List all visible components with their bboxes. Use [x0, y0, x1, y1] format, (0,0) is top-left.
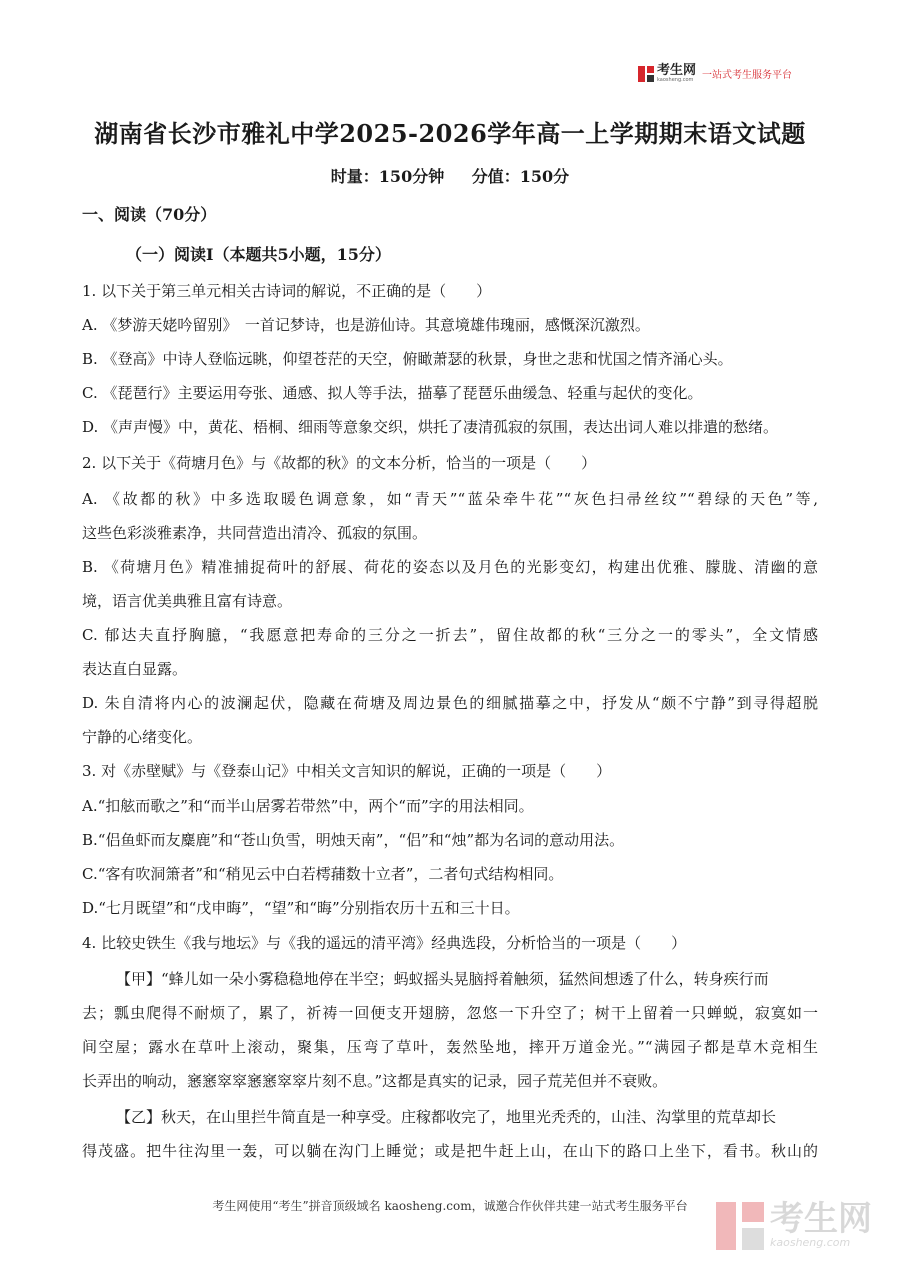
passage-yi-line1: 【乙】秋天，在山里拦牛简直是一种享受。庄稼都收完了，地里光秃秃的，山洼、沟掌里的荒草却长: [116, 1108, 777, 1126]
option-3b: B.“侣鱼虾而友麋鹿”和“苍山负雪，明烛天南”，“侣”和“烛”都为名词的意动用法。: [82, 831, 625, 849]
page-footer: 考生网使用“考生”拼音顶级域名 kaosheng.com，诚邀合作伙伴共建一站式考生服务平台: [212, 1199, 688, 1213]
option-2b-line1: B. 《荷塘月色》精准捕捉荷叶的舒展、荷花的姿态以及月色的光影变幻，构建出优雅、朦胧、清幽的意: [82, 558, 818, 576]
option-2d-line2: 宁静的心绪变化。: [82, 728, 203, 746]
option-1c: C. 《琵琶行》主要运用夸张、通感、拟人等手法，描摹了琵琶乐曲缓急、轻重与起伏的变化。: [82, 384, 703, 402]
option-2a-line1: A. 《故都的秋》中多选取暖色调意象，如“青天”“蓝朵牵牛花”“灰色扫帚丝纹”“碧绿的天色”等,: [82, 490, 818, 508]
option-3a: A.“扣舷而歌之”和“而半山居雾若带然”中，两个“而”字的用法相同。: [82, 797, 534, 815]
option-1a: A. 《梦游天姥吟留别》 一首记梦诗，也是游仙诗。其意境雄伟瑰丽，感慨深沉激烈。: [82, 316, 650, 334]
logo-icon: [638, 66, 654, 82]
option-2b-line2: 境，语言优美典雅且富有诗意。: [82, 592, 293, 610]
question-4: 4. 比较史铁生《我与地坛》与《我的遥远的清平湾》经典选段，分析恰当的一项是（ ）: [82, 934, 687, 952]
option-2a-line2: 这些色彩淡雅素净，共同营造出清冷、孤寂的氛围。: [82, 524, 428, 542]
logo-name: 考生网: [657, 63, 697, 78]
passage-jia-line1: 【甲】“蜂儿如一朵小雾稳稳地停在半空；蚂蚁摇头晃脑捋着触须，猛然间想透了什么，转身疾行而: [116, 970, 769, 988]
section-title: 一、阅读（70分）: [82, 205, 217, 224]
subsection-title: （一）阅读Ⅰ（本题共5小题，15分）: [126, 245, 391, 264]
watermark-logo: [716, 1199, 872, 1250]
exam-score: 分值：150分: [471, 167, 570, 186]
watermark-name: 考生网: [770, 1199, 872, 1239]
option-2c-line2: 表达直白显露。: [82, 660, 188, 678]
exam-duration: 时量：150分钟: [330, 167, 445, 186]
question-3: 3. 对《赤壁赋》与《登泰山记》中相关文言知识的解说，正确的一项是（ ）: [82, 762, 612, 780]
option-1d: D. 《声声慢》中，黄花、梧桐、细雨等意象交织，烘托了凄清孤寂的氛围，表达出词人难以排遣的愁绪。: [82, 418, 779, 436]
option-2d-line1: D. 朱自清将内心的波澜起伏，隐藏在荷塘及周边景色的细腻描摹之中，抒发从“颇不宁静”到寻得超脱: [82, 694, 818, 712]
exam-meta: [0, 164, 900, 187]
passage-jia-line3: 间空屋；露水在草叶上滚动，聚集，压弯了草叶，轰然坠地，摔开万道金光。”“满园子都是草木竞相生: [82, 1038, 818, 1056]
logo-domain: kaosheng.com: [657, 77, 694, 83]
passage-jia-line2: 去；瓢虫爬得不耐烦了，累了，祈祷一回便支开翅膀，忽悠一下升空了；树干上留着一只蝉蜕，寂寞如一: [82, 1004, 818, 1022]
brand-logo: [638, 64, 792, 83]
watermark-icon: [716, 1202, 764, 1250]
option-2c-line1: C. 郁达夫直抒胸臆，“我愿意把寿命的三分之一折去”，留住故都的秋“三分之一的零头”，全文情感: [82, 626, 818, 644]
question-1: 1. 以下关于第三单元相关古诗词的解说，不正确的是（ ）: [82, 282, 492, 300]
passage-jia-line4: 长弄出的响动，窸窸窣窣窸窸窣窣片刻不息。”这都是真实的记录，园子荒芜但并不衰败。: [82, 1072, 668, 1090]
option-1b: B. 《登高》中诗人登临远眺，仰望苍茫的天空，俯瞰萧瑟的秋景，身世之悲和忧国之情齐涌心头。: [82, 350, 733, 368]
question-2: 2. 以下关于《荷塘月色》与《故都的秋》的文本分析，恰当的一项是（ ）: [82, 454, 597, 472]
option-3c: C.“客有吹洞箫者”和“稍见云中白若樗蒱数十立者”，二者句式结构相同。: [82, 865, 564, 883]
logo-slogan: 一站式考生服务平台: [702, 70, 793, 81]
option-3d: D.“七月既望”和“戊申晦”，“望”和“晦”分别指农历十五和三十日。: [82, 899, 520, 917]
passage-yi-line2: 得茂盛。把牛往沟里一轰，可以躺在沟门上睡觉；或是把牛赶上山，在山下的路口上坐下，看书。秋山的: [82, 1142, 818, 1160]
watermark-domain: kaosheng.com: [770, 1236, 851, 1249]
exam-title: 湖南省长沙市雅礼中学2025-2026学年高一上学期期末语文试题: [94, 119, 806, 148]
